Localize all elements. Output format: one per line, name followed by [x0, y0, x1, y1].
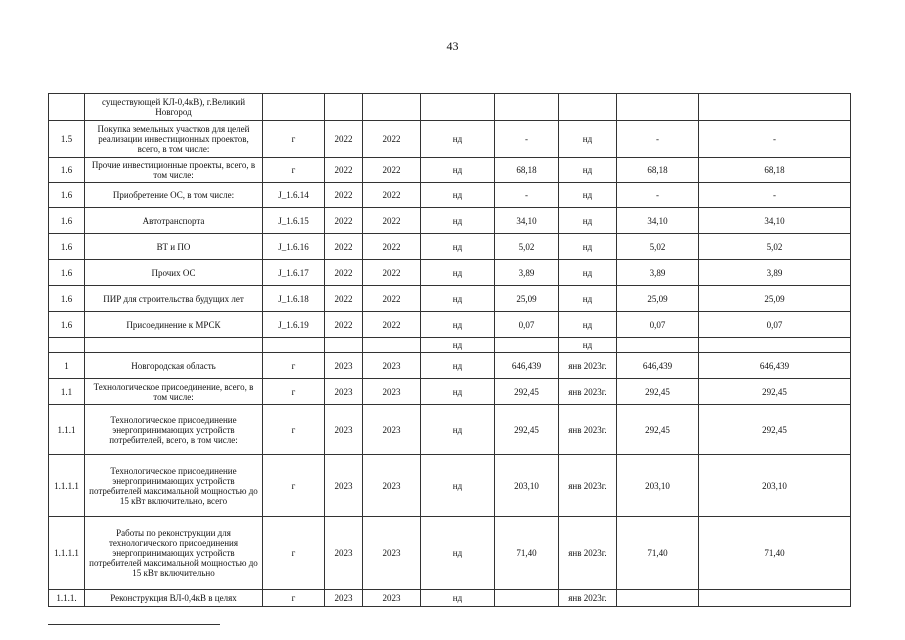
value-1: 34,10 [495, 208, 559, 234]
item-name: Технологическое присоединение энергопринимающих устройств потребителей максимальной мощностью до 15 кВт включительно, всего [85, 455, 263, 517]
value-1: 292,45 [495, 379, 559, 405]
item-name: существующей КЛ-0,4кВ), г.Великий Новгород [85, 94, 263, 121]
table-row [49, 208, 851, 234]
status-cell: нд [421, 517, 495, 590]
date-cell: нд [559, 338, 617, 353]
start-year: 2023 [325, 379, 363, 405]
table-row [49, 405, 851, 455]
value-3: 25,09 [699, 286, 851, 312]
value-1: 5,02 [495, 234, 559, 260]
end-year: 2023 [363, 590, 421, 607]
item-name: Прочих ОС [85, 260, 263, 286]
start-year: 2022 [325, 208, 363, 234]
value-3 [699, 338, 851, 353]
value-2: 5,02 [617, 234, 699, 260]
table-body [49, 94, 851, 607]
row-number: 1.1.1 [49, 405, 85, 455]
status-cell [421, 94, 495, 121]
value-3: 34,10 [699, 208, 851, 234]
item-name: ВТ и ПО [85, 234, 263, 260]
value-2: 3,89 [617, 260, 699, 286]
status-cell: нд [421, 353, 495, 379]
value-1: - [495, 183, 559, 208]
date-cell: нд [559, 286, 617, 312]
date-cell: янв 2023г. [559, 517, 617, 590]
value-1: 68,18 [495, 158, 559, 183]
value-2: 25,09 [617, 286, 699, 312]
project-code: г [263, 455, 325, 517]
row-number: 1.6 [49, 234, 85, 260]
table-row [49, 455, 851, 517]
table-row [49, 353, 851, 379]
value-3: 71,40 [699, 517, 851, 590]
value-2: 292,45 [617, 379, 699, 405]
row-number: 1.6 [49, 208, 85, 234]
start-year: 2022 [325, 183, 363, 208]
table-row [49, 260, 851, 286]
table-row [49, 234, 851, 260]
end-year: 2023 [363, 405, 421, 455]
start-year: 2022 [325, 234, 363, 260]
row-number [49, 94, 85, 121]
project-code: J_1.6.19 [263, 312, 325, 338]
start-year: 2022 [325, 286, 363, 312]
status-cell: нд [421, 455, 495, 517]
value-3: 646,439 [699, 353, 851, 379]
table-row [49, 286, 851, 312]
row-number: 1.1.1. [49, 590, 85, 607]
status-cell: нд [421, 590, 495, 607]
row-number [49, 338, 85, 353]
row-number: 1.1.1.1 [49, 517, 85, 590]
row-number: 1.6 [49, 286, 85, 312]
row-number: 1.6 [49, 183, 85, 208]
value-3: 68,18 [699, 158, 851, 183]
end-year: 2023 [363, 379, 421, 405]
end-year: 2022 [363, 183, 421, 208]
start-year: 2022 [325, 312, 363, 338]
row-number: 1.5 [49, 121, 85, 158]
date-cell: нд [559, 121, 617, 158]
page-number: 43 [446, 39, 459, 53]
date-cell: нд [559, 234, 617, 260]
start-year: 2022 [325, 260, 363, 286]
status-cell: нд [421, 121, 495, 158]
value-3 [699, 590, 851, 607]
value-3 [699, 94, 851, 121]
item-name: Покупка земельных участков для целей реализации инвестиционных проектов, всего, в том числе: [85, 121, 263, 158]
status-cell: нд [421, 405, 495, 455]
start-year [325, 338, 363, 353]
project-code: г [263, 405, 325, 455]
date-cell: нд [559, 260, 617, 286]
value-1: 203,10 [495, 455, 559, 517]
footnote-rule [48, 624, 220, 625]
row-number: 1.1.1.1 [49, 455, 85, 517]
end-year [363, 94, 421, 121]
value-3: 292,45 [699, 405, 851, 455]
row-number: 1.6 [49, 158, 85, 183]
date-cell: янв 2023г. [559, 405, 617, 455]
value-1: 646,439 [495, 353, 559, 379]
item-name: Приобретение ОС, в том числе: [85, 183, 263, 208]
start-year: 2022 [325, 158, 363, 183]
project-code: г [263, 353, 325, 379]
project-code [263, 338, 325, 353]
table-row [49, 379, 851, 405]
date-cell: янв 2023г. [559, 379, 617, 405]
start-year: 2023 [325, 353, 363, 379]
end-year: 2022 [363, 121, 421, 158]
value-3: 203,10 [699, 455, 851, 517]
start-year [325, 94, 363, 121]
date-cell: нд [559, 312, 617, 338]
project-code: г [263, 158, 325, 183]
value-2: 203,10 [617, 455, 699, 517]
date-cell: янв 2023г. [559, 353, 617, 379]
value-3: 5,02 [699, 234, 851, 260]
value-1: 292,45 [495, 405, 559, 455]
project-code: J_1.6.14 [263, 183, 325, 208]
start-year: 2023 [325, 517, 363, 590]
end-year: 2022 [363, 312, 421, 338]
value-2: 646,439 [617, 353, 699, 379]
project-code: г [263, 121, 325, 158]
status-cell: нд [421, 183, 495, 208]
table-row [49, 312, 851, 338]
status-cell: нд [421, 379, 495, 405]
investment-table [48, 93, 851, 607]
end-year: 2023 [363, 517, 421, 590]
date-cell: нд [559, 208, 617, 234]
value-2 [617, 94, 699, 121]
value-2: 0,07 [617, 312, 699, 338]
value-1: 71,40 [495, 517, 559, 590]
value-2: 71,40 [617, 517, 699, 590]
end-year: 2022 [363, 286, 421, 312]
status-cell: нд [421, 286, 495, 312]
item-name: Прочие инвестиционные проекты, всего, в том числе: [85, 158, 263, 183]
end-year: 2023 [363, 353, 421, 379]
end-year: 2022 [363, 158, 421, 183]
date-cell: янв 2023г. [559, 455, 617, 517]
value-2: - [617, 183, 699, 208]
status-cell: нд [421, 158, 495, 183]
status-cell: нд [421, 312, 495, 338]
date-cell [559, 94, 617, 121]
start-year: 2022 [325, 121, 363, 158]
value-3: 0,07 [699, 312, 851, 338]
value-2: 68,18 [617, 158, 699, 183]
row-number: 1.6 [49, 312, 85, 338]
status-cell: нд [421, 260, 495, 286]
value-2 [617, 590, 699, 607]
value-1: 3,89 [495, 260, 559, 286]
item-name: ПИР для строительства будущих лет [85, 286, 263, 312]
value-1 [495, 338, 559, 353]
row-number: 1 [49, 353, 85, 379]
start-year: 2023 [325, 590, 363, 607]
end-year: 2022 [363, 260, 421, 286]
end-year: 2022 [363, 234, 421, 260]
end-year [363, 338, 421, 353]
item-name [85, 338, 263, 353]
project-code: J_1.6.18 [263, 286, 325, 312]
table-row [49, 94, 851, 121]
item-name: Автотранспорта [85, 208, 263, 234]
table-row [49, 183, 851, 208]
item-name: Работы по реконструкции для технологического присоединения энергопринимающих устройств потребителей максимальной мощностью до 15 кВт включительно [85, 517, 263, 590]
row-number: 1.6 [49, 260, 85, 286]
item-name: Реконструкция ВЛ-0,4кВ в целях [85, 590, 263, 607]
value-1: 0,07 [495, 312, 559, 338]
project-code: J_1.6.16 [263, 234, 325, 260]
value-3: 3,89 [699, 260, 851, 286]
table-row [49, 158, 851, 183]
value-2: 292,45 [617, 405, 699, 455]
row-number: 1.1 [49, 379, 85, 405]
value-2: 34,10 [617, 208, 699, 234]
date-cell: янв 2023г. [559, 590, 617, 607]
status-cell: нд [421, 338, 495, 353]
date-cell: нд [559, 183, 617, 208]
table-row [49, 590, 851, 607]
value-1: - [495, 121, 559, 158]
project-code: J_1.6.15 [263, 208, 325, 234]
start-year: 2023 [325, 405, 363, 455]
end-year: 2022 [363, 208, 421, 234]
value-1 [495, 590, 559, 607]
status-cell: нд [421, 208, 495, 234]
end-year: 2023 [363, 455, 421, 517]
value-3: - [699, 121, 851, 158]
item-name: Технологическое присоединение энергопринимающих устройств потребителей, всего, в том числе: [85, 405, 263, 455]
project-code: г [263, 517, 325, 590]
item-name: Новгородская область [85, 353, 263, 379]
start-year: 2023 [325, 455, 363, 517]
item-name: Технологическое присоединение, всего, в том числе: [85, 379, 263, 405]
date-cell: нд [559, 158, 617, 183]
table-row [49, 121, 851, 158]
project-code: г [263, 379, 325, 405]
status-cell: нд [421, 234, 495, 260]
value-3: - [699, 183, 851, 208]
table-row [49, 338, 851, 353]
project-code: J_1.6.17 [263, 260, 325, 286]
value-1: 25,09 [495, 286, 559, 312]
project-code: г [263, 590, 325, 607]
value-2: - [617, 121, 699, 158]
item-name: Присоединение к МРСК [85, 312, 263, 338]
table-row [49, 517, 851, 590]
value-1 [495, 94, 559, 121]
project-code [263, 94, 325, 121]
value-2 [617, 338, 699, 353]
value-3: 292,45 [699, 379, 851, 405]
